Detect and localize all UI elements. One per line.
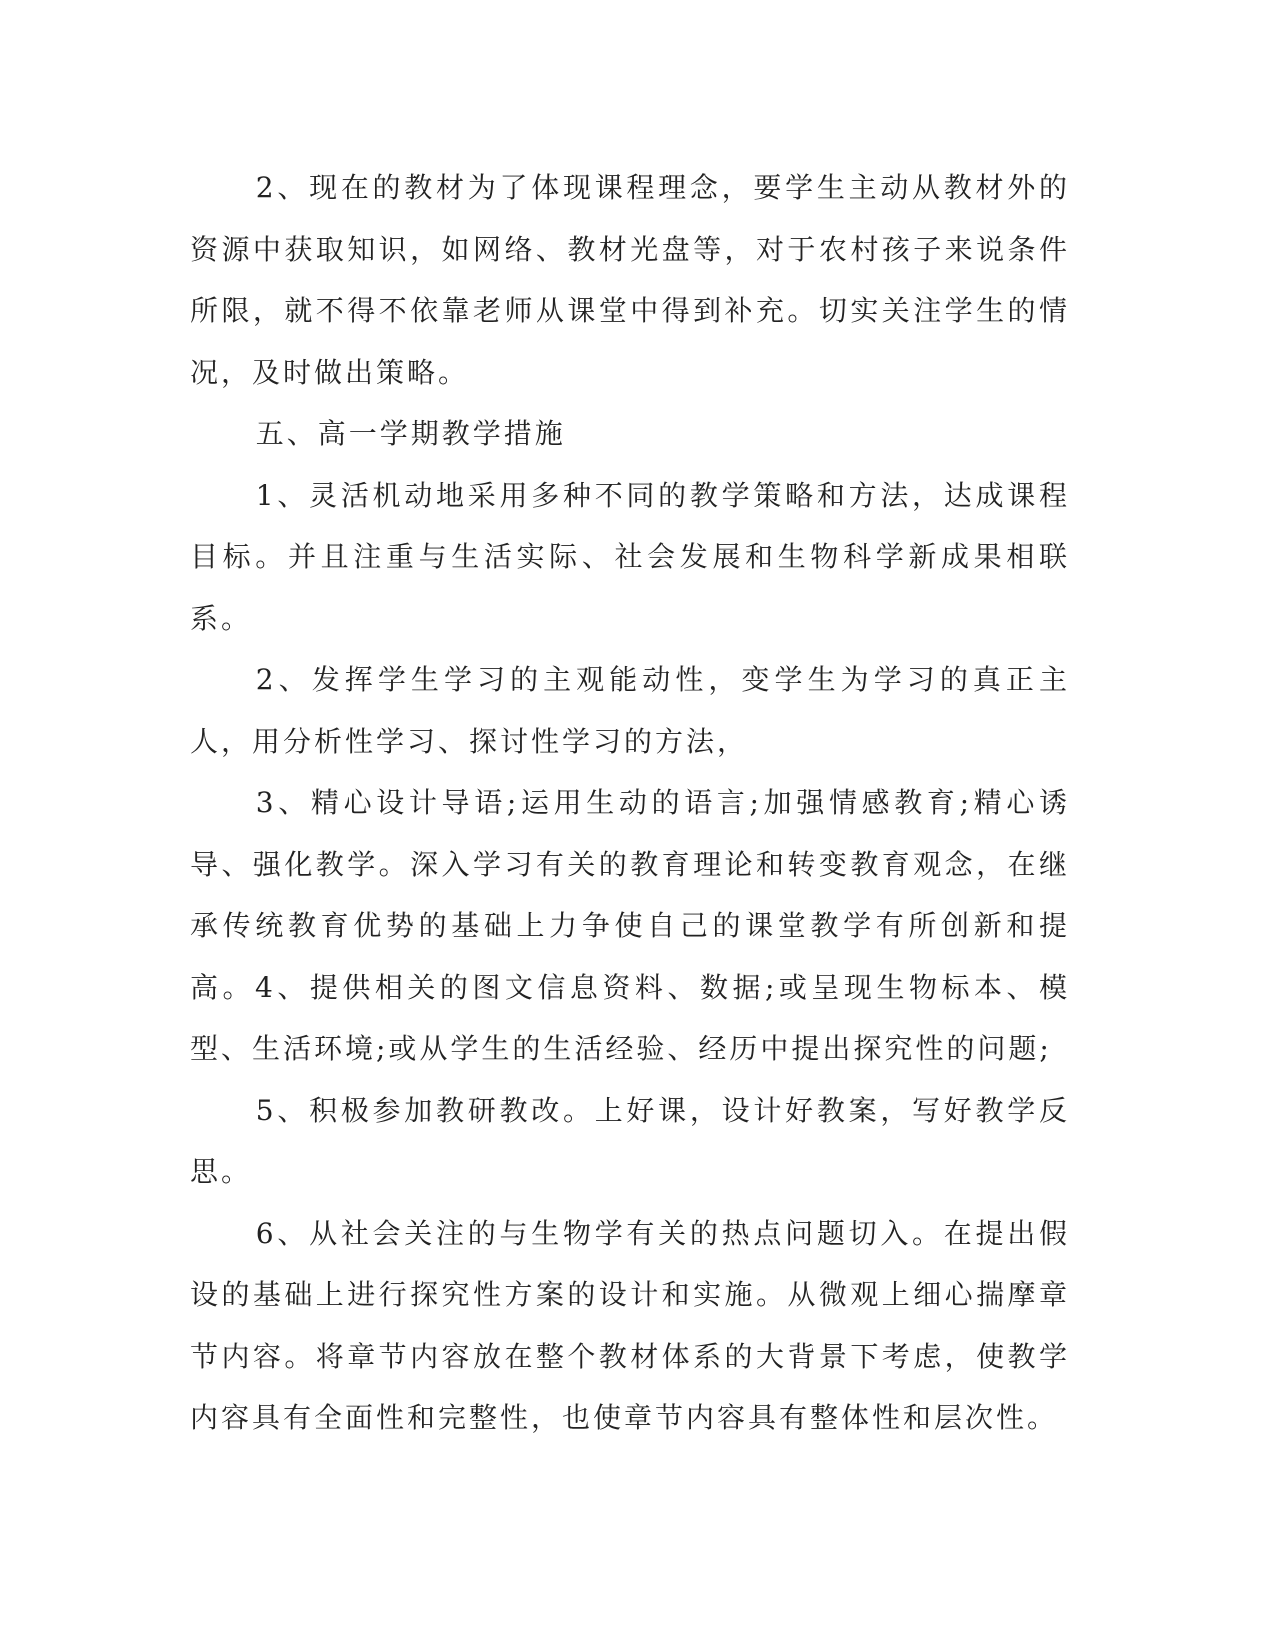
paragraph: 1、灵活机动地采用多种不同的教学策略和方法，达成课程目标。并且注重与生活实际、社会发展和生物科学新成果相联系。 <box>190 478 1070 635</box>
paragraph: 3、精心设计导语;运用生动的语言;加强情感教育;精心诱导、强化教学。深入学习有关的教育理论和转变教育观念，在继承传统教育优势的基础上力争使自己的课堂教学有所创新和提高。4、提供相关的图文信息资料、数据;或呈现生物标本、模型、生活环境;或从学生的生活经验、经历中提出探究性的问题; <box>190 786 1070 1065</box>
paragraph: 6、从社会关注的与生物学有关的热点问题切入。在提出假设的基础上进行探究性方案的设计和实施。从微观上细心揣摩章节内容。将章节内容放在整个教材体系的大背景下考虑，使教学内容具有全面性和完整性，也使章节内容具有整体性和层次性。 <box>190 1216 1070 1434</box>
paragraph: 2、发挥学生学习的主观能动性，变学生为学习的真正主人，用分析性学习、探讨性学习的方法， <box>190 663 1070 758</box>
paragraph: 2、现在的教材为了体现课程理念，要学生主动从教材外的资源中获取知识，如网络、教材光盘等，对于农村孩子来说条件所限，就不得不依靠老师从课堂中得到补充。切实关注学生的情况，及时做出策略。 <box>190 171 1070 389</box>
section-heading: 五、高一学期教学措施 <box>255 417 566 450</box>
document-body <box>190 157 1070 1449</box>
paragraph: 5、积极参加教研教改。上好课，设计好教案，写好教学反思。 <box>190 1093 1070 1188</box>
